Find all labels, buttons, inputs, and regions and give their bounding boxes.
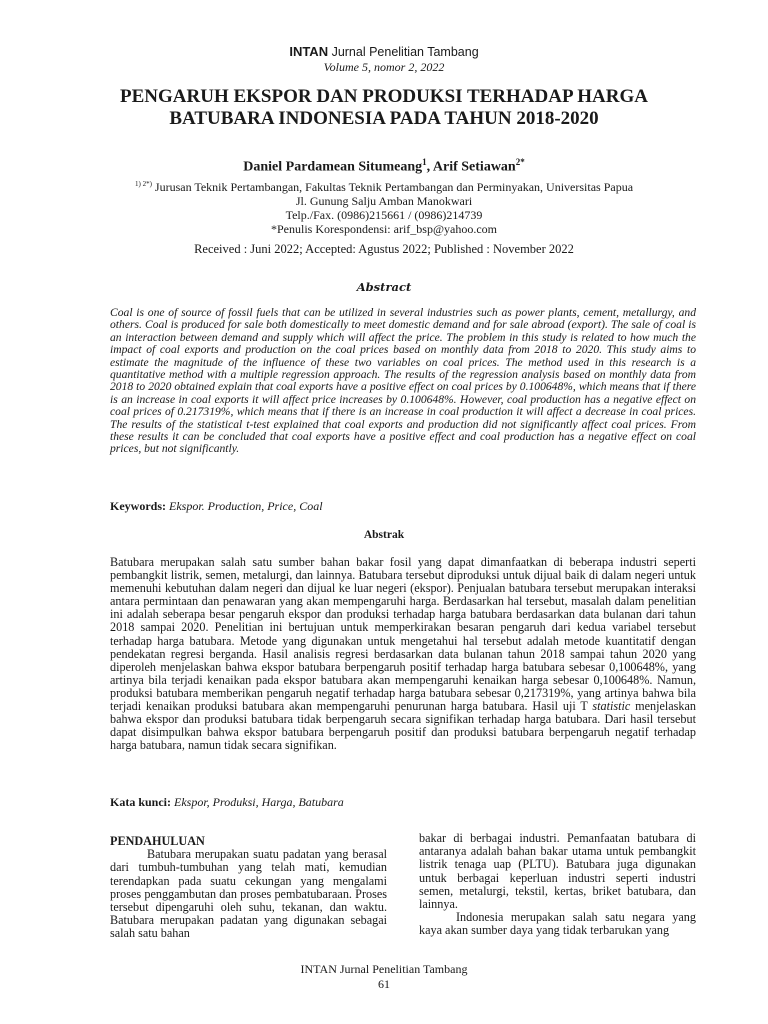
keywords-value: Ekspor. Production, Price, Coal xyxy=(166,499,323,513)
journal-subtitle: Jurnal Penelitian Tambang xyxy=(328,45,479,59)
keywords xyxy=(110,499,696,514)
affiliation-address: Jl. Gunung Salju Amban Manokwari xyxy=(295,194,473,208)
affiliation-block xyxy=(0,177,768,236)
intro-paragraph-1: Batubara merupakan suatu padatan yang berasal dari tumbuh-tumbuhan yang telah mati, kemudian terendapkan pada suatu cekungan yang mengalami proses penggambutan dan proses pembatubaraan. Proses tersebut dipengaruhi oleh suhu, tekanan, dan waktu. Batubara merupakan padatan yang digunakan sebagai salah satu bahan xyxy=(110,847,387,941)
author-2-affil: 2* xyxy=(515,157,525,167)
title-line-1: PENGARUH EKSPOR DAN PRODUKSI TERHADAP HARGA xyxy=(120,86,648,107)
publication-dates: Received : Juni 2022; Accepted: Agustus 2022; Published : November 2022 xyxy=(194,242,574,256)
page-footer xyxy=(0,962,768,992)
author-1: Daniel Pardamean Situmeang xyxy=(243,159,423,175)
body-column-right xyxy=(419,832,696,938)
author-1-affil: 1 xyxy=(422,157,427,167)
affiliation-department: Jurusan Teknik Pertambangan, Fakultas Teknik Pertambangan dan Perminyakan, Universitas Papua xyxy=(151,180,634,194)
intro-paragraph-2: Indonesia merupakan salah satu negara yang kaya akan sumber daya yang tidak terbarukan yang xyxy=(419,910,696,938)
kata-kunci-value: Ekspor, Produksi, Harga, Batubara xyxy=(171,795,344,809)
body-column-left xyxy=(110,835,387,941)
kata-kunci-label: Kata kunci: xyxy=(110,795,172,809)
page-number: 61 xyxy=(378,977,390,991)
affiliation-line-1 xyxy=(0,177,768,194)
correspondence-email: *Penulis Korespondensi: arif_bsp@yahoo.com xyxy=(270,222,498,236)
footer-journal: INTAN Jurnal Penelitian Tambang xyxy=(300,962,468,976)
abstrak-indonesian xyxy=(110,556,696,752)
paper-title xyxy=(60,86,708,130)
kata-kunci xyxy=(110,795,696,810)
author-separator: , xyxy=(426,159,433,175)
volume-info: Volume 5, nomor 2, 2022 xyxy=(323,60,445,74)
abstrak-heading: Abstrak xyxy=(363,529,405,541)
affiliation-phone: Telp./Fax. (0986)215661 / (0986)214739 xyxy=(285,208,483,222)
title-line-2: BATUBARA INDONESIA PADA TAHUN 2018-2020 xyxy=(169,108,599,129)
affiliation-marker: 1) 2*) xyxy=(134,180,152,188)
keywords-label: Keywords: xyxy=(110,499,166,513)
journal-header xyxy=(0,44,768,59)
author-list xyxy=(0,157,768,176)
abstrak-text-2: menjelaskan bahwa ekspor dan produksi batubara tidak berpengaruh secara signifikan terhadap harga batubara. Dari hasil tersebut dapat disimpulkan bahwa ekspor batubara berpengaruh positif dan produksi batubara berpengaruh negatif terhadap harga batubara, namun tidak secara signifikan. xyxy=(110,699,696,753)
author-2: Arif Setiawan xyxy=(432,159,516,175)
abstrak-text-italic: statistic xyxy=(592,699,631,714)
abstract-english: Coal is one of source of fossil fuels that can be utilized in several industries such as power plants, cement, metallurgy, and others. Coal is produced for sale both domestically to meet domestic demand and for sale abroad (export). The sale of coal is an interaction between demand and supply which will affect the price. The problem in this study is related to how much the impact of coal exports and production on the coal prices based on monthly data from 2018 to 2020. This study aims to estimate the magnitude of the influence of these two variables on coal prices. The method used in this research is a quantitative method with a multiple regression approach. The results of the regression analysis based on monthly data from 2018 to 2020 obtained explain that coal exports have a positive effect on coal prices by 0.100648%, which means that if there is an increase in coal exports it will affect price increases by 0.100648%. However, coal production has a negative effect on coal prices of 0.217319%, which means that if there is an increase in coal production it will affect a decrease in coal prices. The results of the statistical t-test explained that coal exports and production did not significantly affect coal prices. From these results it can be concluded that coal exports have a positive effect and coal production has a negative effect on coal prices, but not significantly. xyxy=(110,306,696,456)
journal-name: INTAN xyxy=(289,44,329,59)
abstrak-text-1: Batubara merupakan salah satu sumber bahan bakar fosil yang dapat dimanfaatkan di beberapa industri seperti pembangkit listrik, semen, metalurgi, dan lainnya. Batubara tersebut diproduksi untuk dijual baik di dalam negeri untuk memenuhi kebutuhan dalam negeri dan dijual ke luar negeri (ekspor). Penjualan batubara tersebut merupakan interaksi antara permintaan dan penawaran yang akan mempengaruhi harga. Berdasarkan hal tersebut, masalah dalam penelitian ini adalah seberapa besar pengaruh ekspor dan produksi terhadap harga batubara berdasarkan data bulanan dari tahun 2018 sampai 2020. Penelitian ini bertujuan untuk memperkirakan besaran pengaruh dari kedua variabel tersebut terhadap harga batubara. Metode yang digunakan untuk mengetahui hal tersebut adalah metode kuantitatif dengan pendekatan regresi berganda. Hasil analisis regresi berdasarkan data bulanan tahun 2018 sampai tahun 2020 yang diperoleh menjelaskan bahwa ekspor batubara berpengaruh positif terhadap harga batubara sebesar 0,100648%, yang artinya bila terjadi kenaikan pada ekspor batubara akan mempengaruhi kenaikan harga sebesar 0,100648%. Namun, produksi batubara memberikan pengaruh negatif terhadap harga batubara sebesar 0,217319%, yang artinya bahwa bila terjadi kenaikan produksi batubara akan mempengaruhi penurunan harga batubara. Hasil uji T xyxy=(110,555,696,714)
intro-paragraph-1-cont: bakar di berbagai industri. Pemanfaatan batubara di antaranya adalah bahan bakar utama untuk pembangkit listrik tenaga uap (PLTU). Batubara juga digunakan untuk berbagai keperluan industri seperti industri semen, metalurgi, tekstil, kertas, briket batubara, dan lainnya. xyxy=(419,831,696,912)
abstract-heading: Abstract xyxy=(356,280,412,294)
section-heading: PENDAHULUAN xyxy=(110,834,205,848)
